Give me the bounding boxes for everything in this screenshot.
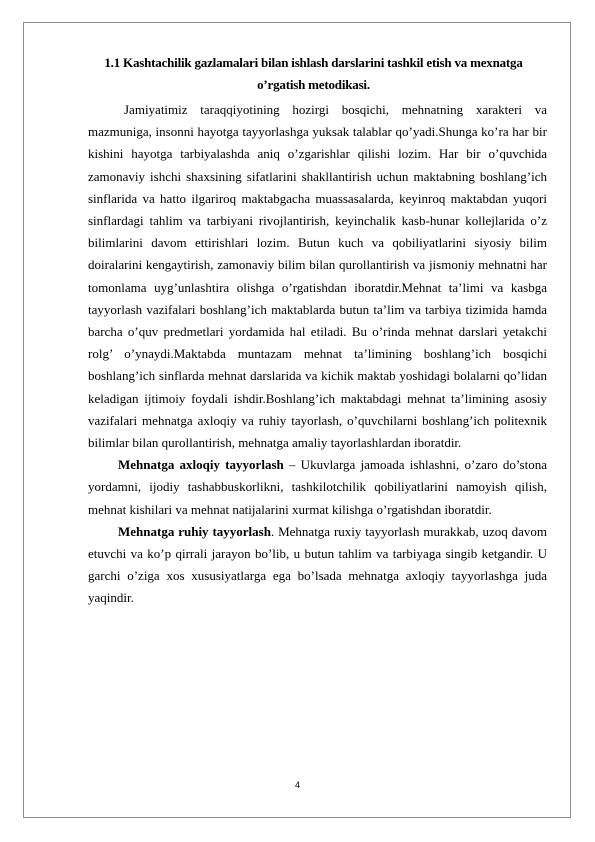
term-spiritual-preparation: Mehnatga ruhiy tayyorlash [118, 523, 271, 539]
page-number: 4 [294, 780, 300, 790]
paragraph-moral-preparation [88, 454, 547, 521]
paragraph-spiritual-preparation [88, 521, 547, 610]
term-moral-preparation: Mehnatga axloqiy tayyorlash [118, 457, 284, 473]
document-body [88, 52, 547, 610]
paragraph-moral-preparation-text: – Ukuvlarga jamoada ishlashni, o’zaro do’stona yordamni, ijodiy tashabbuskorlikni, tashkilotchilik qobiliyatlarini namoyish qilish, mehnat kishilari va mehnat natijalarini xurmat kilishga o’rgatishdan iboratdir. [88, 457, 547, 517]
paragraph-intro-text: Jamiyatimiz taraqqiyotining hozirgi bosqichi, mehnatning xarakteri va mazmuniga, insonni hayotga tayyorlashga yuksak talablar qo’yadi.Shunga ko’ra har bir kishini hayotga tarbiyalashda aniq o’zgarishlar qilishi lozim. Har bir o’quvchida zamonaviy ishchi shaxsining sifatlarini shakllantirish uchun maktabning boshlang’ich sinflarida va hatto ilgariroq maktabgacha muassasalarda, keyinroq maktabdan yuqori sinflardagi tahlim va tarbiyani rivojlantirish, keyinchalik kasb-hunar kollejlarida o’z bilimlarini davom ettirishlari lozim. Butun kuch va qobiliyatlarini siyosiy bilim doiralarini kengaytirish, zamonaviy bilim bilan qurollantirish va jismoniy mehnatni har tomonlama uyg’unlashtira olishga o’rgatishdan iboratdir.Mehnat ta’limi va kasbga tayyorlash vazifalari boshlang’ich maktablarda butun ta’lim va tarbiya tizimida hamda barcha o’quv predmetlari yordamida hal etiladi. Bu o’rinda mehnat darslari yetakchi rolg’ o’ynaydi.Maktabda muntazam mehnat ta’limining boshlang’ich bosqichi boshlang’ich sinflarda mehnat darslarida va kichik maktab yoshidagi bolalarni qo’lidan keladigan ijtimoiy foydali ishdir.Boshlang’ich maktabdagi mehnat ta’limining asosiy vazifalari mehnatga axloqiy va ruhiy tayorlash, o’quvchilarni boshlang’ich politexnik bilimlar bilan qurollantirish, mehnatga amaliy tayorlashlardan iboratdir. [88, 102, 547, 451]
paragraph-spiritual-preparation-text: . Mehnatga ruxiy tayyorlash murakkab, uzoq davom etuvchi va ko’p qirrali jarayon bo’lib, u butun tahlim va tarbiyaga singib ketgandir. U garchi o’ziga xos xususiyatlarga ega bo’lsada mehnatga axloqiy tayyorlashga juda yaqindir. [88, 523, 547, 606]
paragraph-intro [88, 99, 547, 454]
section-heading: 1.1 Kashtachilik gazlamalari bilan ishlash darslarini tashkil etish va mexnatga o’rgatish metodikasi. [104, 55, 523, 92]
